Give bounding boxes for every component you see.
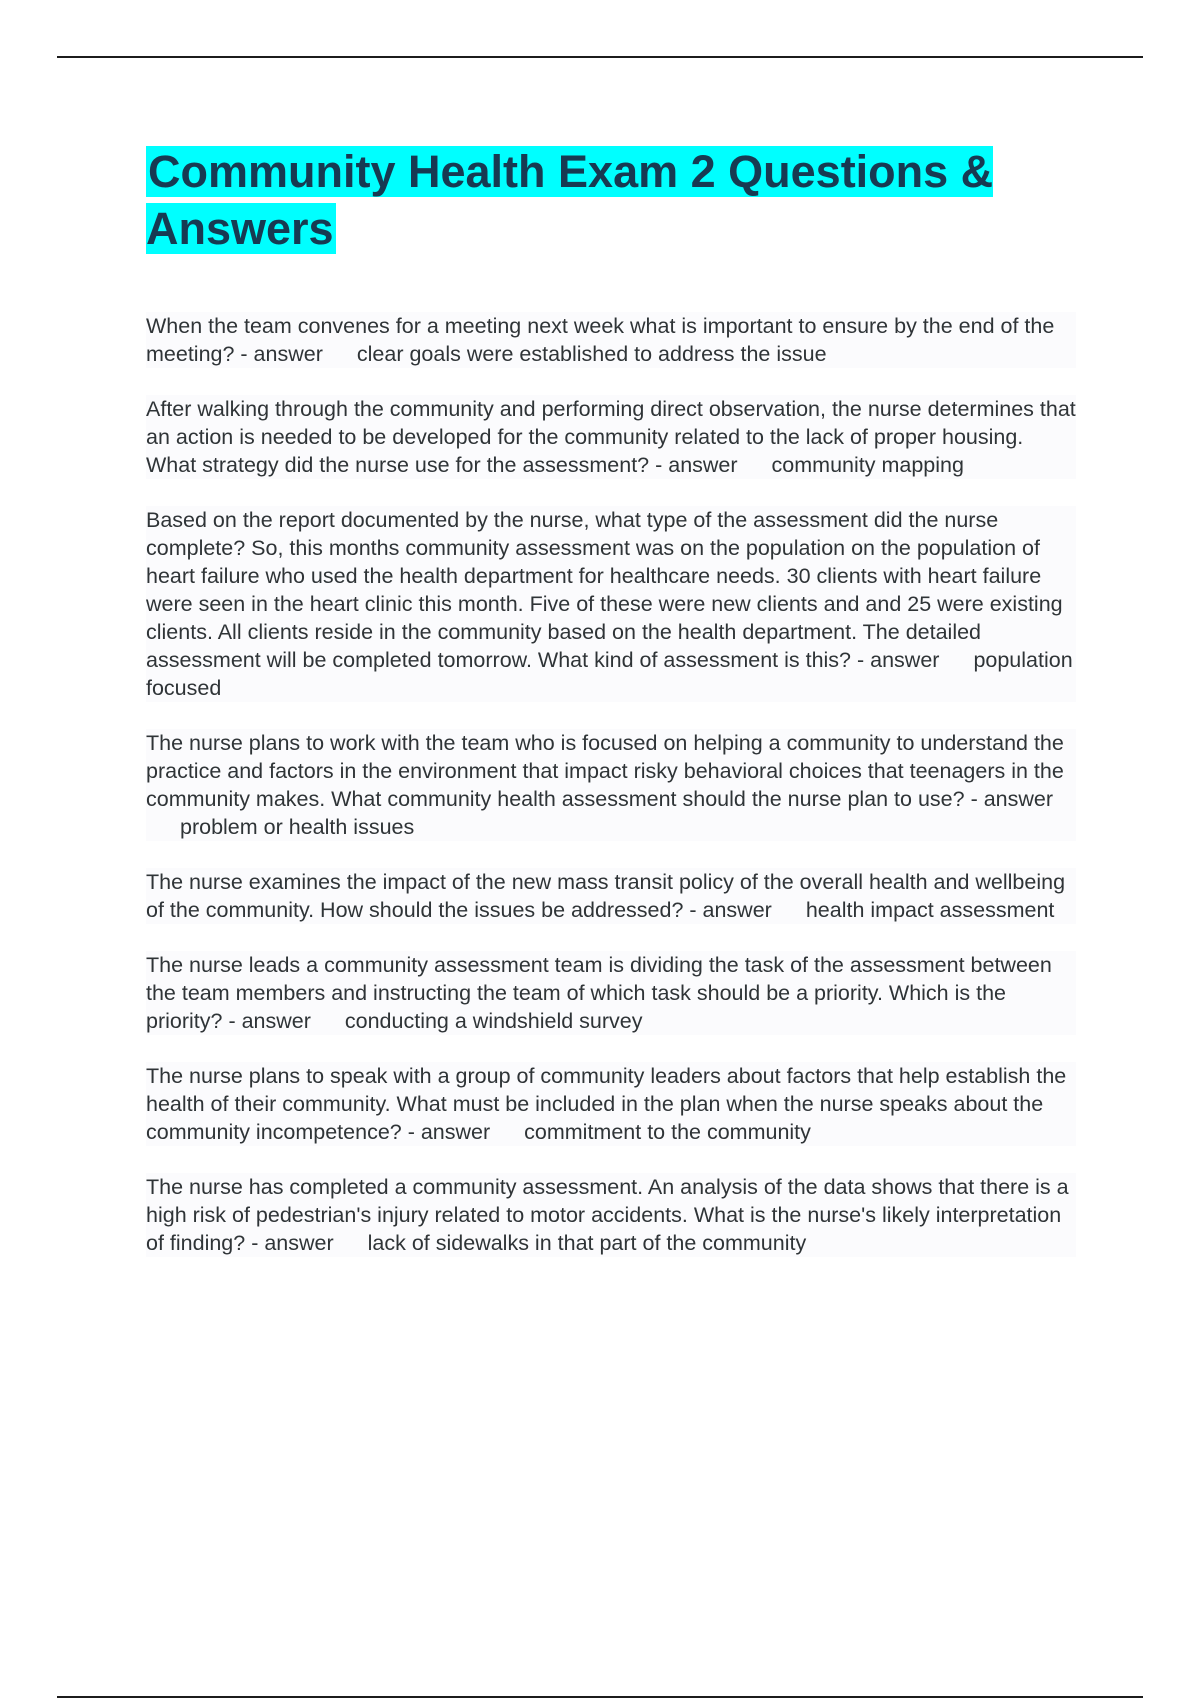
question-text: The nurse plans to work with the team who is focused on helping a community to understand the practice and factors in the environment that impact risky behavioral choices that teenagers in the community makes. What community health assessment should the nurse plan to use? xyxy=(146,731,1064,811)
answer-text: problem or health issues xyxy=(180,815,415,839)
answer-text: lack of sidewalks in that part of the community xyxy=(367,1231,807,1255)
question-text: When the team convenes for a meeting next week what is important to ensure by the end of the meeting? xyxy=(146,314,1055,366)
answer-separator: - answer xyxy=(222,1009,311,1033)
qa-list xyxy=(146,312,1076,1284)
page-title xyxy=(146,143,1086,257)
question-text: The nurse leads a community assessment team is dividing the task of the assessment between the team members and instructing the team of which task should be a priority. Which is the priority? xyxy=(146,953,1052,1033)
qa-item xyxy=(146,729,1076,841)
answer-text: community mapping xyxy=(771,453,964,477)
qa-item xyxy=(146,506,1076,702)
question-text: The nurse examines the impact of the new mass transit policy of the overall health and wellbeing of the community. How should the issues be addressed? xyxy=(146,870,1066,922)
question-text: The nurse plans to speak with a group of community leaders about factors that help establish the health of their community. What must be included in the plan when the nurse speaks about the community incompetence? xyxy=(146,1064,1067,1144)
qa-item xyxy=(146,395,1076,479)
answer-separator: - answer xyxy=(234,342,323,366)
answer-separator: - answer xyxy=(851,648,940,672)
qa-item xyxy=(146,1173,1076,1257)
qa-item xyxy=(146,1062,1076,1146)
answer-separator: - answer xyxy=(401,1120,491,1144)
answer-text: clear goals were established to address the issue xyxy=(356,342,827,366)
answer-text: health impact assessment xyxy=(805,898,1055,922)
header-rule xyxy=(57,56,1143,58)
answer-separator: - answer xyxy=(245,1231,334,1255)
answer-text: conducting a windshield survey xyxy=(344,1009,643,1033)
answer-text: population focused xyxy=(146,648,1073,700)
answer-separator: - answer xyxy=(683,898,772,922)
answer-separator: - answer xyxy=(964,787,1054,811)
footer-rule xyxy=(57,1696,1143,1698)
qa-item xyxy=(146,951,1076,1035)
question-text: After walking through the community and performing direct observation, the nurse determines that an action is needed to be developed for the community related to the lack of proper housing. What strategy did the nurse use for the assessment? xyxy=(146,397,1076,477)
page-title-text: Community Health Exam 2 Questions & Answers xyxy=(146,146,994,254)
answer-separator: - answer xyxy=(649,453,738,477)
qa-item xyxy=(146,312,1076,368)
question-text: The nurse has completed a community assessment. An analysis of the data shows that there is a high risk of pedestrian's injury related to motor accidents. What is the nurse's likely interpretation of finding? xyxy=(146,1175,1069,1255)
question-text: Based on the report documented by the nurse, what type of the assessment did the nurse complete? So, this months community assessment was on the population on the population of heart failure who used the health department for healthcare needs. 30 clients with heart failure were seen in the heart clinic this month. Five of these were new clients and and 25 were existing clients. All clients reside in the community based on the health department. The detailed assessment will be completed tomorrow. What kind of assessment is this? xyxy=(146,508,1063,672)
answer-text: commitment to the community xyxy=(524,1120,811,1144)
qa-item xyxy=(146,868,1076,924)
